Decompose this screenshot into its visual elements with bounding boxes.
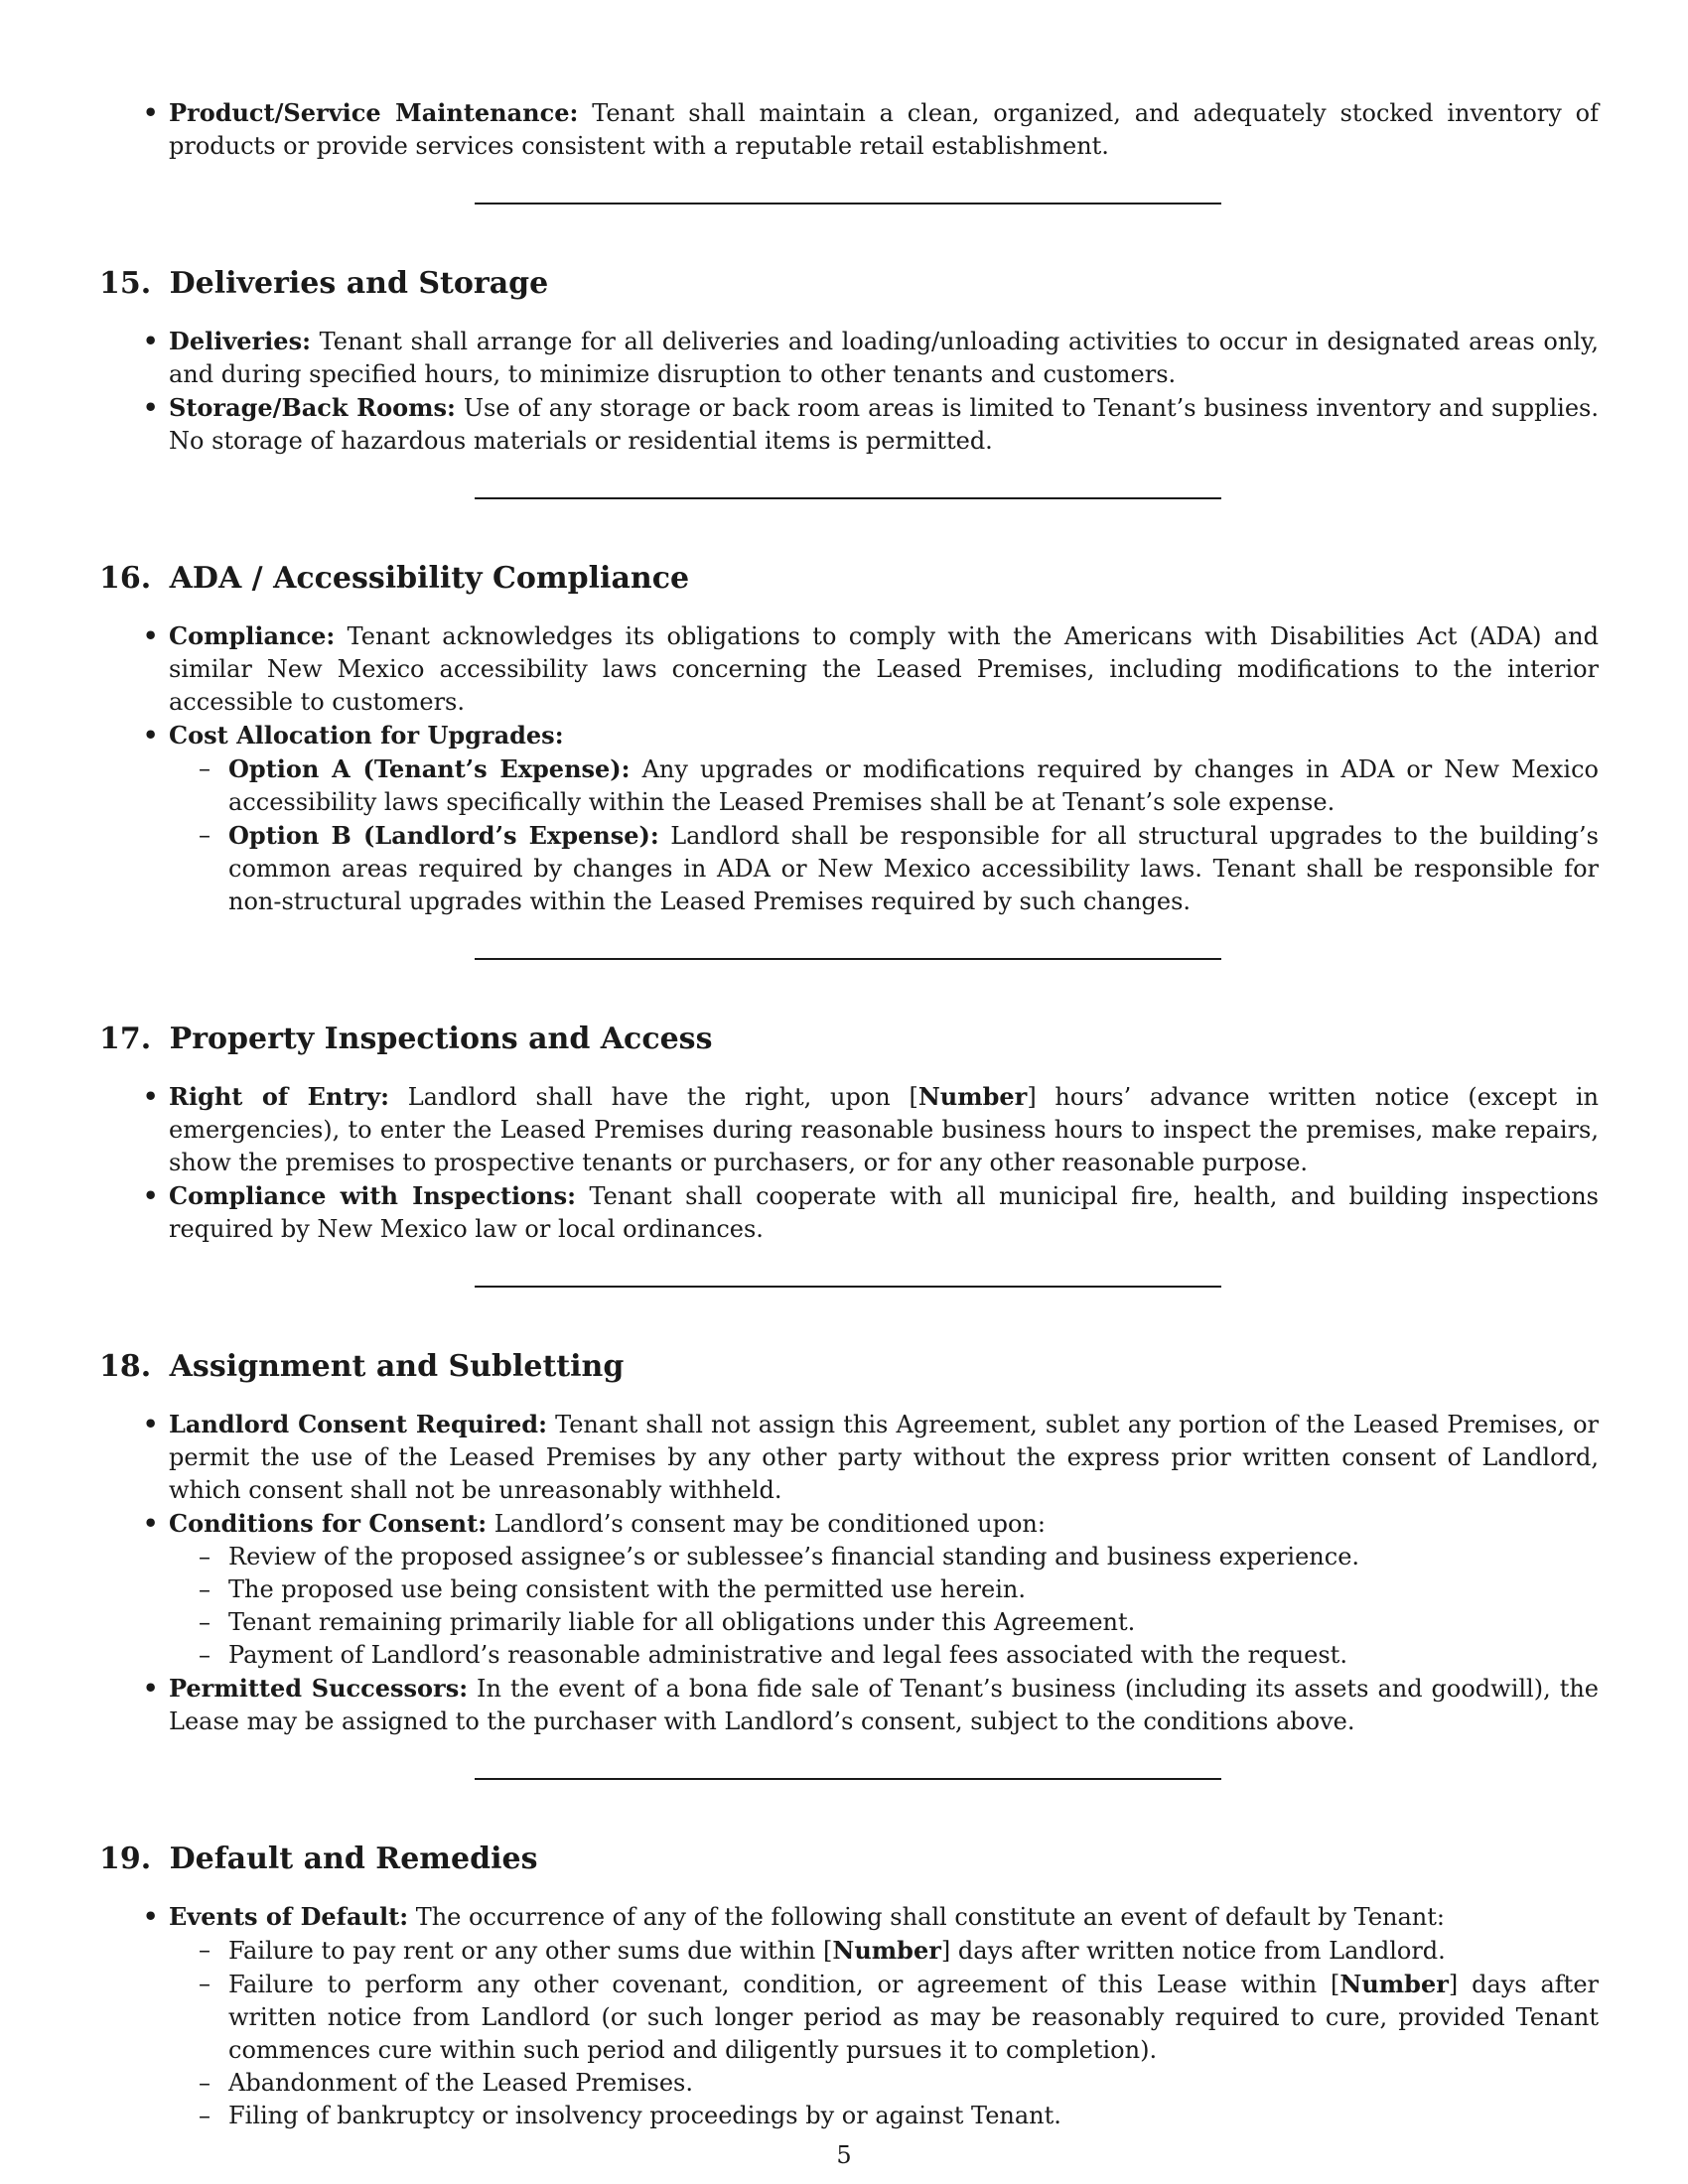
list-item: [143, 96, 1599, 163]
section-title: [99, 560, 1599, 598]
section-divider: [475, 958, 1221, 960]
list-item: [143, 1672, 1599, 1738]
subitem-label: Option A (Tenant’s Expense):: [228, 754, 631, 783]
item-text: The occurrence of any of the following shall constitute an event of default by Tenant:: [415, 1903, 1445, 1931]
sub-list-item: [199, 2100, 1599, 2132]
list-item: [143, 391, 1599, 458]
section-19: [99, 1841, 1599, 2132]
list-item: [143, 325, 1599, 391]
bullet-icon: •: [143, 393, 159, 422]
subitem-text-after: ] days after written notice from Landlord (or such longer period as may be reasonably required to cure, provided Tenant commences cure within such period and diligently pursues it to completion).: [228, 1971, 1599, 2064]
subitem-label: Option B (Landlord’s Expense):: [228, 821, 659, 850]
section-title: [99, 1348, 1599, 1386]
section-heading: Default and Remedies: [169, 1842, 538, 1876]
section-divider: [475, 203, 1221, 205]
item-label: Cost Allocation for Upgrades:: [169, 721, 564, 750]
item-label: Landlord Consent Required:: [169, 1410, 547, 1438]
sub-list-item: [199, 2067, 1599, 2100]
list-item: [143, 719, 1599, 918]
item-text: Tenant shall cooperate with all municipal fire, health, and building inspections required by New Mexico law or local ordinances.: [169, 1182, 1599, 1243]
number-placeholder: Number: [917, 1082, 1028, 1111]
document-page: [99, 96, 1599, 2132]
item-label: Conditions for Consent:: [169, 1509, 488, 1538]
sub-list: [169, 1934, 1599, 2132]
dash-icon: –: [199, 1970, 211, 1997]
sub-list: [169, 1541, 1599, 1672]
bullet-icon: •: [143, 721, 159, 750]
subitem-text-before: Failure to pay rent or any other sums due within [: [228, 1937, 833, 1965]
section-18: [99, 1348, 1599, 1738]
section-number: 17.: [99, 1022, 152, 1056]
section-17: [99, 1021, 1599, 1246]
section-heading: ADA / Accessibility Compliance: [169, 561, 690, 596]
dash-icon: –: [199, 821, 211, 849]
section-heading: Assignment and Subletting: [169, 1349, 625, 1384]
subitem-text: Payment of Landlord’s reasonable administrative and legal fees associated with the request.: [228, 1641, 1347, 1669]
item-text-after: ] hours’ advance written notice (except in emergencies), to enter the Leased Premises during reasonable business hours to inspect the premises, make repairs, show the premises to prospective tenants or purchasers, or for any other reasonable purpose.: [169, 1083, 1599, 1176]
item-text: Tenant shall arrange for all deliveries and loading/unloading activities to occur in designated areas only, and during specified hours, to minimize disruption to other tenants and customers.: [169, 328, 1599, 388]
dash-icon: –: [199, 1641, 211, 1669]
item-label: Deliveries:: [169, 327, 311, 355]
bullet-icon: •: [143, 1082, 159, 1111]
item-label: Storage/Back Rooms:: [169, 393, 456, 422]
bullet-icon: •: [143, 1902, 159, 1931]
item-text: Use of any storage or back room areas is limited to Tenant’s business inventory and supplies. No storage of hazardous materials or residential items is permitted.: [169, 394, 1599, 455]
section-title: [99, 1021, 1599, 1058]
section-title: [99, 265, 1599, 303]
dash-icon: –: [199, 1543, 211, 1570]
subitem-text: The proposed use being consistent with the permitted use herein.: [228, 1575, 1026, 1603]
sub-list-item: [199, 1606, 1599, 1639]
item-text: Landlord’s consent may be conditioned upon:: [493, 1510, 1046, 1538]
item-label: Events of Default:: [169, 1902, 409, 1931]
subitem-text: Filing of bankruptcy or insolvency proceedings by or against Tenant.: [228, 2102, 1061, 2129]
item-text-before: Landlord shall have the right, upon [: [407, 1083, 918, 1111]
section-number: 15.: [99, 266, 152, 301]
section-number: 19.: [99, 1842, 152, 1876]
bullet-icon: •: [143, 1410, 159, 1438]
bullet-icon: •: [143, 621, 159, 650]
list-item: [143, 1179, 1599, 1246]
bullet-icon: •: [143, 1674, 159, 1703]
section-list: [99, 1900, 1599, 2132]
subitem-text: Tenant remaining primarily liable for all obligations under this Agreement.: [228, 1608, 1136, 1636]
subitem-text: Abandonment of the Leased Premises.: [228, 2069, 693, 2097]
sub-list-item: [199, 1968, 1599, 2067]
sub-list-item: [199, 1573, 1599, 1606]
item-label: Permitted Successors:: [169, 1674, 469, 1703]
list-item: [143, 1408, 1599, 1507]
item-label: Product/Service Maintenance:: [169, 98, 579, 127]
section-list: [99, 1080, 1599, 1246]
subitem-text: Landlord shall be responsible for all structural upgrades to the building’s common areas required by changes in ADA or New Mexico accessibility laws. Tenant shall be responsible for non-structural upgrades within the Leased Premises required by such changes.: [228, 822, 1599, 915]
dash-icon: –: [199, 1936, 211, 1964]
sub-list: [169, 752, 1599, 918]
page-number: 5: [836, 2141, 852, 2169]
list-item: [143, 1900, 1599, 2132]
section-list: [99, 325, 1599, 458]
bullet-icon: •: [143, 98, 159, 127]
section-15: [99, 265, 1599, 458]
item-text: Tenant shall maintain a clean, organized, and adequately stocked inventory of products or provide services consistent with a reputable retail establishment.: [169, 99, 1599, 160]
section-list: [99, 619, 1599, 918]
section-number: 18.: [99, 1349, 152, 1384]
number-placeholder: Number: [1339, 1970, 1449, 1998]
item-label: Compliance:: [169, 621, 336, 650]
intro-list: [99, 96, 1599, 163]
item-text: Tenant shall not assign this Agreement, sublet any portion of the Leased Premises, or permit the use of the Leased Premises by any other party without the express prior written consent of Landlord, which consent shall not be unreasonably withheld.: [169, 1411, 1599, 1504]
sub-list-item: [199, 819, 1599, 918]
section-title: [99, 1841, 1599, 1878]
sub-list-item: [199, 1541, 1599, 1573]
dash-icon: –: [199, 2069, 211, 2097]
dash-icon: –: [199, 754, 211, 782]
item-text: Tenant acknowledges its obligations to comply with the Americans with Disabilities Act (ADA) and similar New Mexico accessibility laws concerning the Leased Premises, including modifications to the interior accessible to customers.: [169, 622, 1599, 716]
bullet-icon: •: [143, 327, 159, 355]
dash-icon: –: [199, 2102, 211, 2129]
section-list: [99, 1408, 1599, 1738]
item-text: In the event of a bona fide sale of Tenant’s business (including its assets and goodwill), the Lease may be assigned to the purchaser with Landlord’s consent, subject to the conditions above.: [169, 1675, 1599, 1735]
item-label: Compliance with Inspections:: [169, 1181, 576, 1210]
item-label: Right of Entry:: [169, 1082, 389, 1111]
list-item: [143, 1507, 1599, 1672]
dash-icon: –: [199, 1608, 211, 1636]
subitem-text-before: Failure to perform any other covenant, condition, or agreement of this Lease within [: [228, 1971, 1340, 1998]
dash-icon: –: [199, 1575, 211, 1603]
bullet-icon: •: [143, 1181, 159, 1210]
subitem-text: Any upgrades or modifications required by changes in ADA or New Mexico accessibility laws specifically within the Leased Premises shall be at Tenant’s sole expense.: [228, 755, 1599, 816]
bullet-icon: •: [143, 1509, 159, 1538]
section-divider: [475, 1778, 1221, 1780]
sub-list-item: [199, 752, 1599, 819]
number-placeholder: Number: [832, 1936, 941, 1965]
section-number: 16.: [99, 561, 152, 596]
list-item: [143, 619, 1599, 719]
section-divider: [475, 497, 1221, 499]
sub-list-item: [199, 1639, 1599, 1672]
subitem-text-after: ] days after written notice from Landlord.: [940, 1937, 1446, 1965]
section-16: [99, 560, 1599, 918]
list-item: [143, 1080, 1599, 1179]
sub-list-item: [199, 1934, 1599, 1968]
section-heading: Deliveries and Storage: [169, 266, 549, 301]
subitem-text: Review of the proposed assignee’s or sublessee’s financial standing and business experience.: [228, 1543, 1360, 1570]
section-heading: Property Inspections and Access: [169, 1022, 713, 1056]
section-divider: [475, 1286, 1221, 1288]
